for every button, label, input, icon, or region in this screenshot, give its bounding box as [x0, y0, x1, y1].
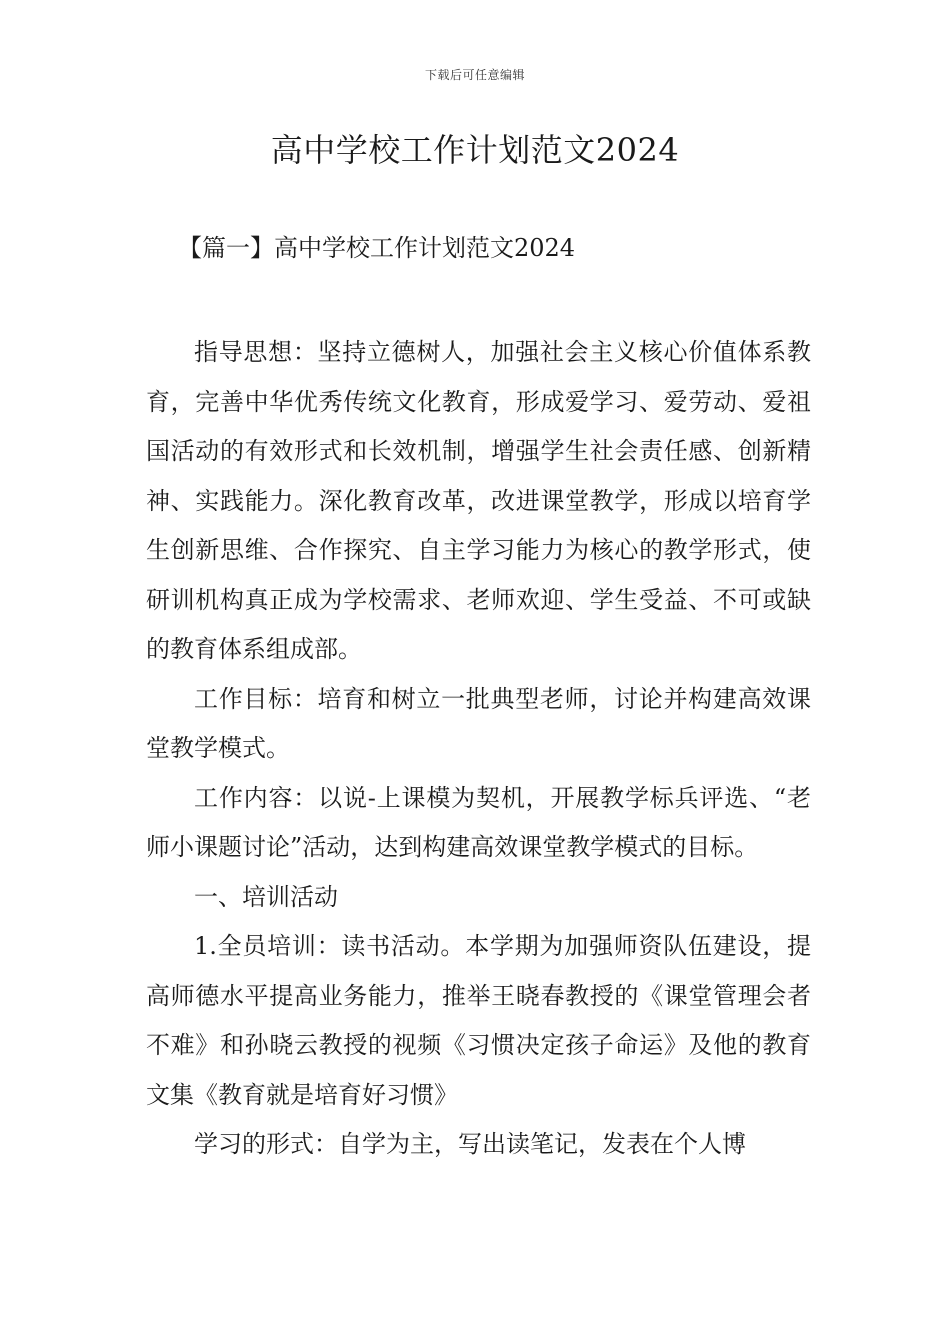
document-body	[146, 328, 811, 1170]
paragraph-training-heading: 一、培训活动	[194, 882, 338, 911]
paragraph-work-content: 工作内容：以说-上课模为契机，开展教学标兵评选、“老师小课题讨论”活动，达到构建高效课堂教学模式的目标。	[146, 783, 811, 861]
paragraph-work-goal: 工作目标：培育和树立一批典型老师，讨论并构建高效课堂教学模式。	[146, 684, 811, 762]
section-heading: 【篇一】高中学校工作计划范文2024	[178, 234, 576, 262]
header-note: 下载后可任意编辑	[424, 68, 525, 82]
paragraph-full-staff-training: 1.全员培训：读书活动。本学期为加强师资队伍建设，提高师德水平提高业务能力，推举王晓春教授的《课堂管理会者不难》和孙晓云教授的视频《习惯决定孩子命运》及他的教育文集《教育就是培育好习惯》	[146, 932, 811, 1109]
document-title: 高中学校工作计划范文2024	[270, 131, 680, 169]
paragraph-guiding-ideology: 指导思想：坚持立德树人，加强社会主义核心价值体系教育，完善中华优秀传统文化教育，形成爱学习、爱劳动、爱祖国活动的有效形式和长效机制，增强学生社会责任感、创新精神、实践能力。深化教育改革，改进课堂教学，形成以培育学生创新思维、合作探究、自主学习能力为核心的教学形式，使研训机构真正成为学校需求、老师欢迎、学生受益、不可或缺的教育体系组成部。	[146, 338, 811, 663]
paragraph-study-form: 学习的形式：自学为主，写出读笔记，发表在个人博	[194, 1130, 746, 1158]
